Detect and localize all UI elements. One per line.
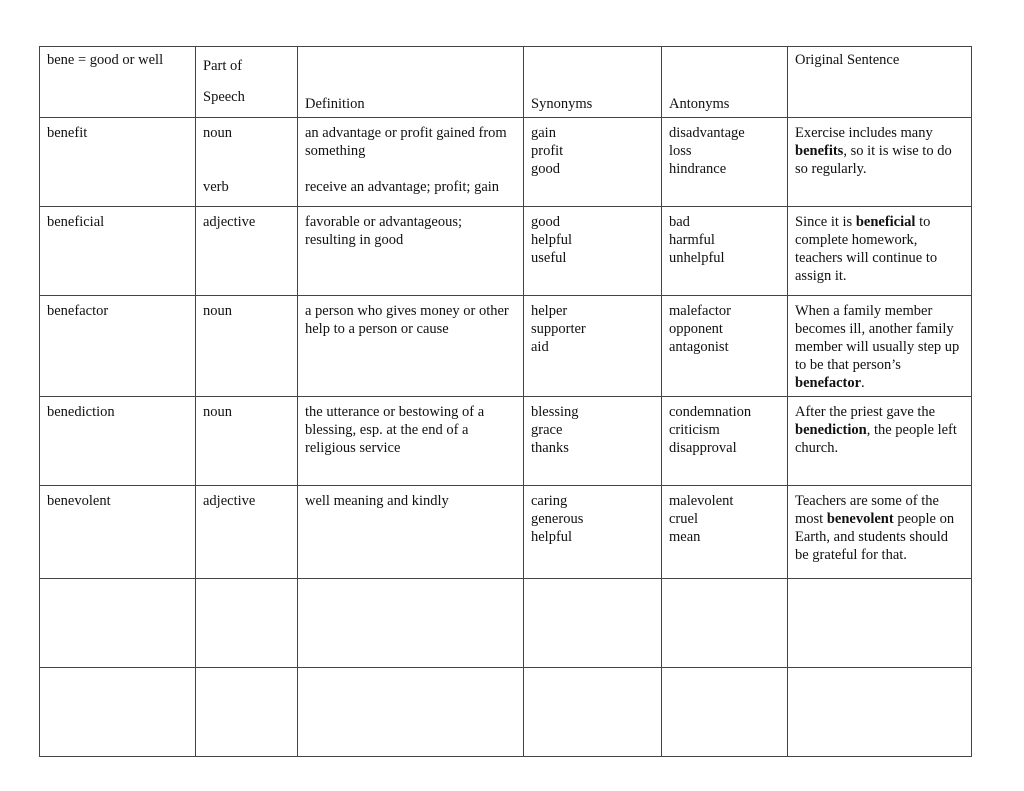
sentence-keyword: benefactor (795, 375, 862, 391)
antonyms-cell (662, 486, 788, 579)
sentence-cell (788, 397, 972, 486)
part-of-speech-heading-line1: Part of (203, 58, 243, 74)
sentence-keyword: benefits (795, 143, 844, 159)
root-heading: bene = good or well (40, 47, 196, 118)
sentence-text: . (861, 375, 865, 391)
word-cell: beneficial (40, 207, 196, 296)
sentence-text: After the priest gave the (795, 404, 936, 420)
synonym: profit (531, 143, 564, 159)
synonyms-cell (524, 397, 662, 486)
synonym: grace (531, 422, 563, 438)
pos-value: adjective (203, 493, 256, 509)
empty-cell (40, 579, 196, 668)
antonym: disadvantage (669, 125, 745, 141)
synonyms-cell (524, 118, 662, 207)
sentence-text: , so it is wise to do so regularly. (795, 143, 952, 177)
original-sentence-heading: Original Sentence (788, 47, 972, 118)
table-row (40, 296, 972, 397)
sentence-text: Since it is (795, 214, 856, 230)
antonym: loss (669, 143, 692, 159)
antonym: mean (669, 529, 701, 545)
sentence-text: people on Earth, and students should be grateful for that. (795, 511, 955, 563)
definition-cell (298, 207, 524, 296)
sentence-keyword: beneficial (855, 214, 916, 230)
definition-cell (298, 118, 524, 207)
empty-cell (524, 579, 662, 668)
synonyms-heading: Synonyms (524, 47, 662, 118)
synonym: generous (531, 511, 584, 527)
definition-cell (298, 296, 524, 397)
synonyms-cell (524, 207, 662, 296)
antonym: harmful (669, 232, 715, 248)
synonym: gain (531, 125, 556, 141)
table-row (40, 397, 972, 486)
definition-value: favorable or advantageous; resulting in good (305, 214, 463, 248)
definition-value: receive an advantage; profit; gain (305, 179, 500, 195)
synonym: caring (531, 493, 568, 509)
antonyms-cell (662, 397, 788, 486)
antonyms-cell (662, 296, 788, 397)
definition-cell (298, 486, 524, 579)
word-cell: benefactor (40, 296, 196, 397)
synonym: blessing (531, 404, 579, 420)
pos-value: adjective (203, 214, 256, 230)
synonym: good (531, 214, 560, 230)
empty-cell (524, 668, 662, 757)
synonym: helper (531, 303, 568, 319)
sentence-text: to complete homework, teachers will continue to assign it. (795, 214, 938, 284)
spacer (305, 160, 516, 178)
synonyms-cell (524, 296, 662, 397)
definition-value: well meaning and kindly (305, 493, 449, 509)
antonym: cruel (669, 511, 698, 527)
word-cell: benefit (40, 118, 196, 207)
antonym: opponent (669, 321, 723, 337)
synonym: helpful (531, 232, 573, 248)
antonym: malefactor (669, 303, 731, 319)
synonyms-cell (524, 486, 662, 579)
antonym: disapproval (669, 440, 737, 456)
part-of-speech-cell (196, 296, 298, 397)
sentence-text: Exercise includes many (795, 125, 933, 141)
pos-value: verb (203, 179, 229, 195)
synonym: thanks (531, 440, 569, 456)
word-cell: benevolent (40, 486, 196, 579)
definition-value: a person who gives money or other help to a person or cause (305, 303, 509, 337)
pos-value: noun (203, 125, 232, 141)
spacer (203, 142, 290, 178)
sentence-keyword: benediction (795, 422, 867, 438)
sentence-cell (788, 207, 972, 296)
antonym: bad (669, 214, 690, 230)
sentence-text: When a family member becomes ill, another family member will usually step up to be that person’s (795, 303, 960, 373)
synonym: good (531, 161, 560, 177)
part-of-speech-cell (196, 397, 298, 486)
synonym: aid (531, 339, 549, 355)
empty-cell (662, 579, 788, 668)
sentence-text: Teachers are some of the most (795, 493, 939, 527)
header-row (40, 47, 972, 118)
table-row (40, 486, 972, 579)
pos-value: noun (203, 404, 232, 420)
definition-heading: Definition (298, 47, 524, 118)
antonym: unhelpful (669, 250, 725, 266)
part-of-speech-cell (196, 207, 298, 296)
pos-value: noun (203, 303, 232, 319)
empty-cell (788, 668, 972, 757)
antonym: malevolent (669, 493, 734, 509)
part-of-speech-cell (196, 486, 298, 579)
sentence-cell (788, 296, 972, 397)
antonym: antagonist (669, 339, 729, 355)
empty-row (40, 579, 972, 668)
empty-cell (40, 668, 196, 757)
definition-cell (298, 397, 524, 486)
antonym: criticism (669, 422, 720, 438)
synonym: helpful (531, 529, 573, 545)
word-cell: benediction (40, 397, 196, 486)
table-row (40, 118, 972, 207)
antonyms-cell (662, 118, 788, 207)
vocabulary-table (39, 46, 972, 757)
empty-cell (298, 668, 524, 757)
sentence-text: , the people left church. (795, 422, 957, 456)
antonym: hindrance (669, 161, 727, 177)
definition-value: an advantage or profit gained from something (305, 125, 507, 159)
empty-cell (196, 668, 298, 757)
synonym: useful (531, 250, 567, 266)
sentence-cell (788, 118, 972, 207)
definition-value: the utterance or bestowing of a blessing, esp. at the end of a religious service (305, 404, 485, 456)
empty-cell (788, 579, 972, 668)
table-row (40, 207, 972, 296)
sentence-cell (788, 486, 972, 579)
part-of-speech-heading (196, 47, 298, 118)
empty-cell (298, 579, 524, 668)
synonym: supporter (531, 321, 586, 337)
antonyms-heading: Antonyms (662, 47, 788, 118)
part-of-speech-cell (196, 118, 298, 207)
part-of-speech-heading-line2: Speech (203, 89, 245, 105)
empty-cell (196, 579, 298, 668)
antonym: condemnation (669, 404, 752, 420)
antonyms-cell (662, 207, 788, 296)
empty-cell (662, 668, 788, 757)
empty-row (40, 668, 972, 757)
sentence-keyword: benevolent (826, 511, 894, 527)
